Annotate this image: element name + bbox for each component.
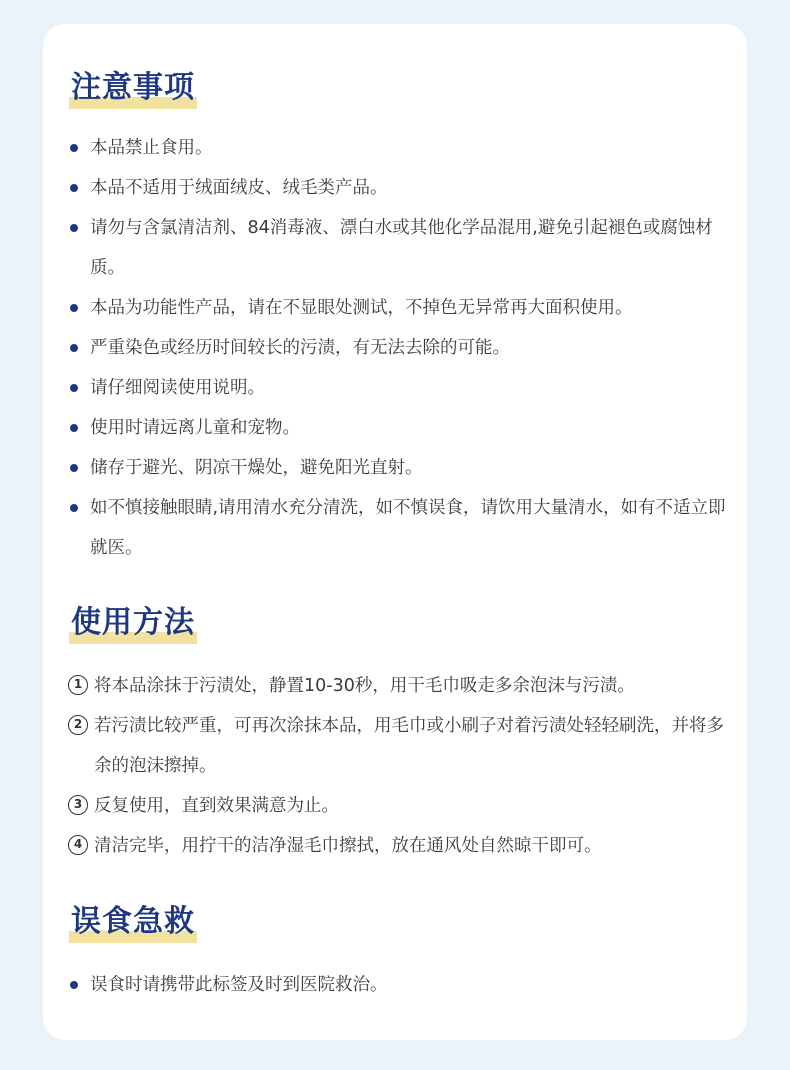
section-title-precautions bbox=[71, 66, 195, 110]
step-text: 若污渍比较严重，可再次涂抹本品，用毛巾或小刷子对着污渍处轻轻刷洗，并将多余的泡沫擦掉。 bbox=[94, 716, 724, 776]
bullet-dot bbox=[70, 504, 78, 512]
step-item bbox=[68, 786, 728, 826]
list-item bbox=[68, 368, 728, 408]
instructions-card bbox=[43, 24, 747, 1040]
list-item bbox=[68, 488, 728, 568]
list-item-text: 本品不适用于绒面绒皮、绒毛类产品。 bbox=[90, 178, 388, 198]
section-title-first-aid bbox=[71, 900, 195, 944]
bullet-dot bbox=[70, 384, 78, 392]
step-number-circle: 2 bbox=[68, 715, 88, 735]
list-item bbox=[68, 328, 728, 368]
bullet-dot bbox=[70, 464, 78, 472]
list-item-text: 严重染色或经历时间较长的污渍，有无法去除的可能。 bbox=[90, 338, 510, 358]
step-item bbox=[68, 666, 728, 706]
bullet-dot bbox=[70, 344, 78, 352]
list-item-text: 本品为功能性产品，请在不显眼处测试，不掉色无异常再大面积使用。 bbox=[90, 298, 633, 318]
list-item bbox=[68, 128, 728, 168]
bullet-dot bbox=[70, 981, 78, 989]
precautions-list bbox=[68, 128, 728, 568]
list-item-text: 储存于避光、阴凉干燥处，避免阳光直射。 bbox=[90, 458, 423, 478]
bullet-dot bbox=[70, 424, 78, 432]
bullet-dot bbox=[70, 304, 78, 312]
step-item bbox=[68, 706, 728, 786]
list-item-text: 使用时请远离儿童和宠物。 bbox=[90, 418, 300, 438]
usage-steps-list bbox=[68, 666, 728, 866]
bullet-dot bbox=[70, 144, 78, 152]
step-number-circle: 4 bbox=[68, 835, 88, 855]
bullet-dot bbox=[70, 224, 78, 232]
list-item bbox=[68, 965, 728, 1005]
list-item-text: 误食时请携带此标签及时到医院救治。 bbox=[90, 975, 388, 995]
bullet-dot bbox=[70, 184, 78, 192]
section-title-usage bbox=[71, 601, 195, 645]
list-item-text: 如不慎接触眼睛,请用清水充分清洗，如不慎误食，请饮用大量清水，如有不适立即就医。 bbox=[90, 498, 726, 558]
list-item bbox=[68, 168, 728, 208]
section-title-text: 使用方法 bbox=[71, 605, 195, 640]
section-title-text: 注意事项 bbox=[71, 70, 195, 105]
list-item-text: 本品禁止食用。 bbox=[90, 138, 213, 158]
step-text: 反复使用，直到效果满意为止。 bbox=[94, 796, 339, 816]
section-title-text: 误食急救 bbox=[71, 904, 195, 939]
step-number-circle: 1 bbox=[68, 675, 88, 695]
step-number-circle: 3 bbox=[68, 795, 88, 815]
list-item-text: 请仔细阅读使用说明。 bbox=[90, 378, 265, 398]
first-aid-list bbox=[68, 965, 728, 1005]
list-item bbox=[68, 288, 728, 328]
list-item bbox=[68, 208, 728, 288]
list-item-text: 请勿与含氯清洁剂、84消毒液、漂白水或其他化学品混用,避免引起褪色或腐蚀材质。 bbox=[90, 218, 713, 278]
list-item bbox=[68, 448, 728, 488]
list-item bbox=[68, 408, 728, 448]
step-text: 清洁完毕，用拧干的洁净湿毛巾擦拭，放在通风处自然晾干即可。 bbox=[94, 836, 602, 856]
step-item bbox=[68, 826, 728, 866]
step-text: 将本品涂抹于污渍处，静置10-30秒，用干毛巾吸走多余泡沫与污渍。 bbox=[94, 676, 635, 696]
